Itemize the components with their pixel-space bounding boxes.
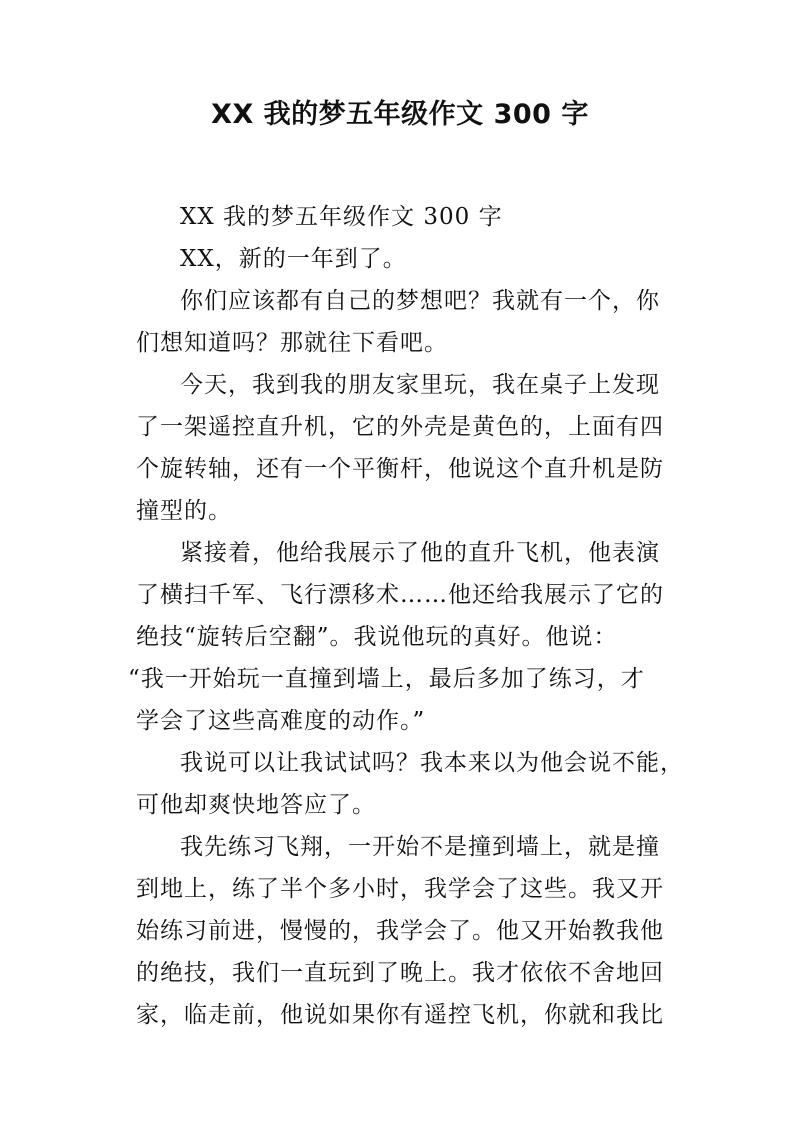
essay-line: 你们应该都有自己的梦想吧？我就有一个，你 (180, 288, 660, 314)
document-title: XX 我的梦五年级作文 300 字 (211, 99, 589, 130)
essay-line: 我先练习飞翔，一开始不是撞到墙上，就是撞 (180, 834, 660, 860)
essay-line: 我说可以让我试试吗？我本来以为他会说不能， (180, 750, 684, 776)
essay-line: 今天，我到我的朋友家里玩，我在桌子上发现 (180, 372, 660, 398)
essay-line: XX 我的梦五年级作文 300 字 (180, 204, 503, 230)
essay-line: 们想知道吗？那就往下看吧。 (136, 330, 448, 356)
essay-line: 了横扫千军、飞行漂移术……他还给我展示了它的 (136, 582, 664, 608)
essay-line: 到地上，练了半个多小时，我学会了这些。我又开 (136, 876, 664, 902)
essay-line: 可他却爽快地答应了。 (136, 792, 376, 818)
essay-line: 家，临走前，他说如果你有遥控飞机，你就和我比 (136, 1002, 664, 1028)
essay-line: “我一开始玩一直撞到墙上，最后多加了练习，才 (128, 666, 645, 692)
essay-line: 始练习前进，慢慢的，我学会了。他又开始教我他 (136, 918, 664, 944)
essay-line: 个旋转轴，还有一个平衡杆，他说这个直升机是防 (136, 456, 664, 482)
essay-line: XX，新的一年到了。 (180, 246, 407, 272)
essay-line: 绝技“旋转后空翻”。我说他玩的真好。他说： (136, 624, 618, 650)
essay-line: 撞型的。 (136, 498, 232, 524)
essay-line: 学会了这些高难度的动作。” (136, 708, 426, 734)
essay-line: 的绝技，我们一直玩到了晚上。我才依依不舍地回 (136, 960, 664, 986)
essay-line: 了一架遥控直升机，它的外壳是黄色的，上面有四 (136, 414, 664, 440)
essay-line: 紧接着，他给我展示了他的直升飞机，他表演 (180, 540, 660, 566)
